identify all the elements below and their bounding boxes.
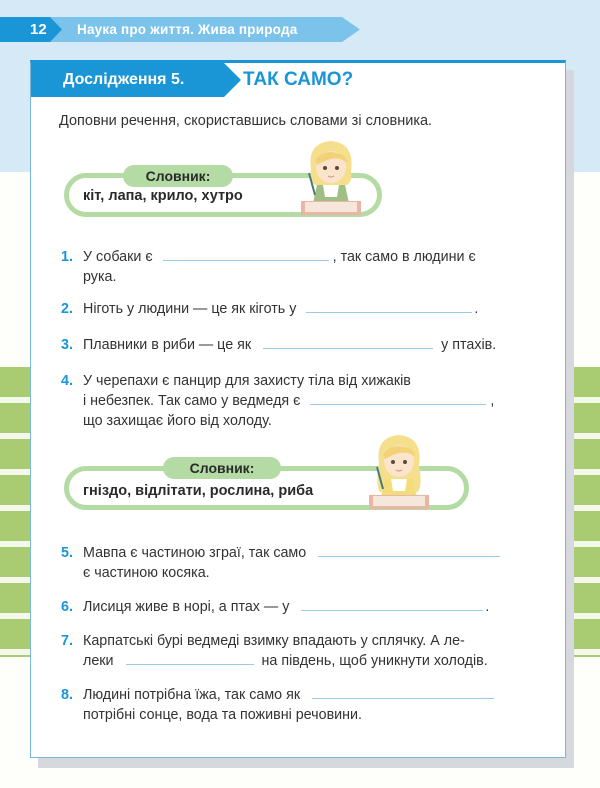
vocabulary-label: Словник:: [163, 457, 281, 479]
question-number: 7.: [61, 633, 73, 649]
question-text: Ніготь у людини — це як кіготь у: [83, 301, 297, 317]
question-number: 5.: [61, 545, 73, 561]
question-text: потрібні сонце, вода та поживні речовини.: [83, 707, 362, 723]
answer-blank-8[interactable]: [312, 685, 494, 699]
question-text: У собаки є: [83, 249, 153, 265]
question-6: [61, 597, 541, 617]
answer-blank-3[interactable]: [263, 335, 433, 349]
question-text: Лисиця живе в норі, а птах — у: [83, 599, 290, 615]
question-number: 4.: [61, 373, 73, 389]
question-text: .: [485, 599, 490, 615]
answer-blank-2[interactable]: [306, 299, 472, 313]
question-text: .: [474, 301, 479, 317]
answer-blank-6[interactable]: [301, 597, 483, 611]
question-number: 6.: [61, 599, 73, 615]
answer-blank-4[interactable]: [310, 391, 486, 405]
instruction-text: Доповни речення, скориставшись словами зі словника.: [59, 113, 433, 129]
question-text: Мавпа є частиною зграї, так само: [83, 545, 307, 561]
question-number: 3.: [61, 337, 73, 353]
study-title: ТАК САМО?: [243, 69, 354, 90]
question-text: Плавники в риби — це як: [83, 337, 252, 353]
answer-blank-5[interactable]: [318, 543, 500, 557]
vocabulary-label: Словник:: [123, 165, 233, 187]
study-label: Дослідження 5.: [63, 71, 185, 88]
question-3: [61, 335, 541, 355]
question-text: є частиною косяка.: [83, 565, 210, 581]
girl-reading-illustration: [293, 137, 369, 221]
question-text: рука.: [83, 269, 117, 285]
question-2: [61, 299, 541, 319]
question-number: 2.: [61, 301, 73, 317]
question-text: у птахів.: [441, 337, 497, 353]
question-text: , так само в людини є: [332, 249, 476, 265]
answer-blank-7[interactable]: [126, 651, 254, 665]
question-number: 1.: [61, 249, 73, 265]
page-number: 12: [30, 21, 47, 38]
question-5: [61, 543, 541, 585]
question-4: [61, 371, 541, 431]
question-text: що захищає його від холоду.: [83, 413, 272, 429]
question-7: [61, 631, 541, 673]
question-text: леки: [83, 653, 114, 669]
vocabulary-words: гніздо, відлітати, рослина, риба: [83, 483, 314, 499]
question-text: У черепахи є панцир для захисту тіла від хижаків: [83, 373, 411, 389]
question-text: ,: [490, 393, 495, 409]
chapter-title: Наука про життя. Жива природа: [77, 22, 298, 37]
question-number: 8.: [61, 687, 73, 703]
chapter-banner: [0, 17, 360, 42]
answer-blank-1[interactable]: [163, 247, 329, 261]
vocabulary-words: кіт, лапа, крило, хутро: [83, 188, 243, 204]
question-text: на південь, щоб уникнути холодів.: [261, 653, 488, 669]
question-text: Карпатські бурі ведмеді взимку впадають у сплячку. А ле-: [83, 633, 465, 649]
question-text: Людині потрібна їжа, так само як: [83, 687, 301, 703]
question-text: і небезпек. Так само у ведмедя є: [83, 393, 301, 409]
question-8: [61, 685, 541, 727]
girl-reading-illustration: [361, 431, 437, 515]
question-1: [61, 247, 541, 289]
study-card: [30, 60, 566, 758]
